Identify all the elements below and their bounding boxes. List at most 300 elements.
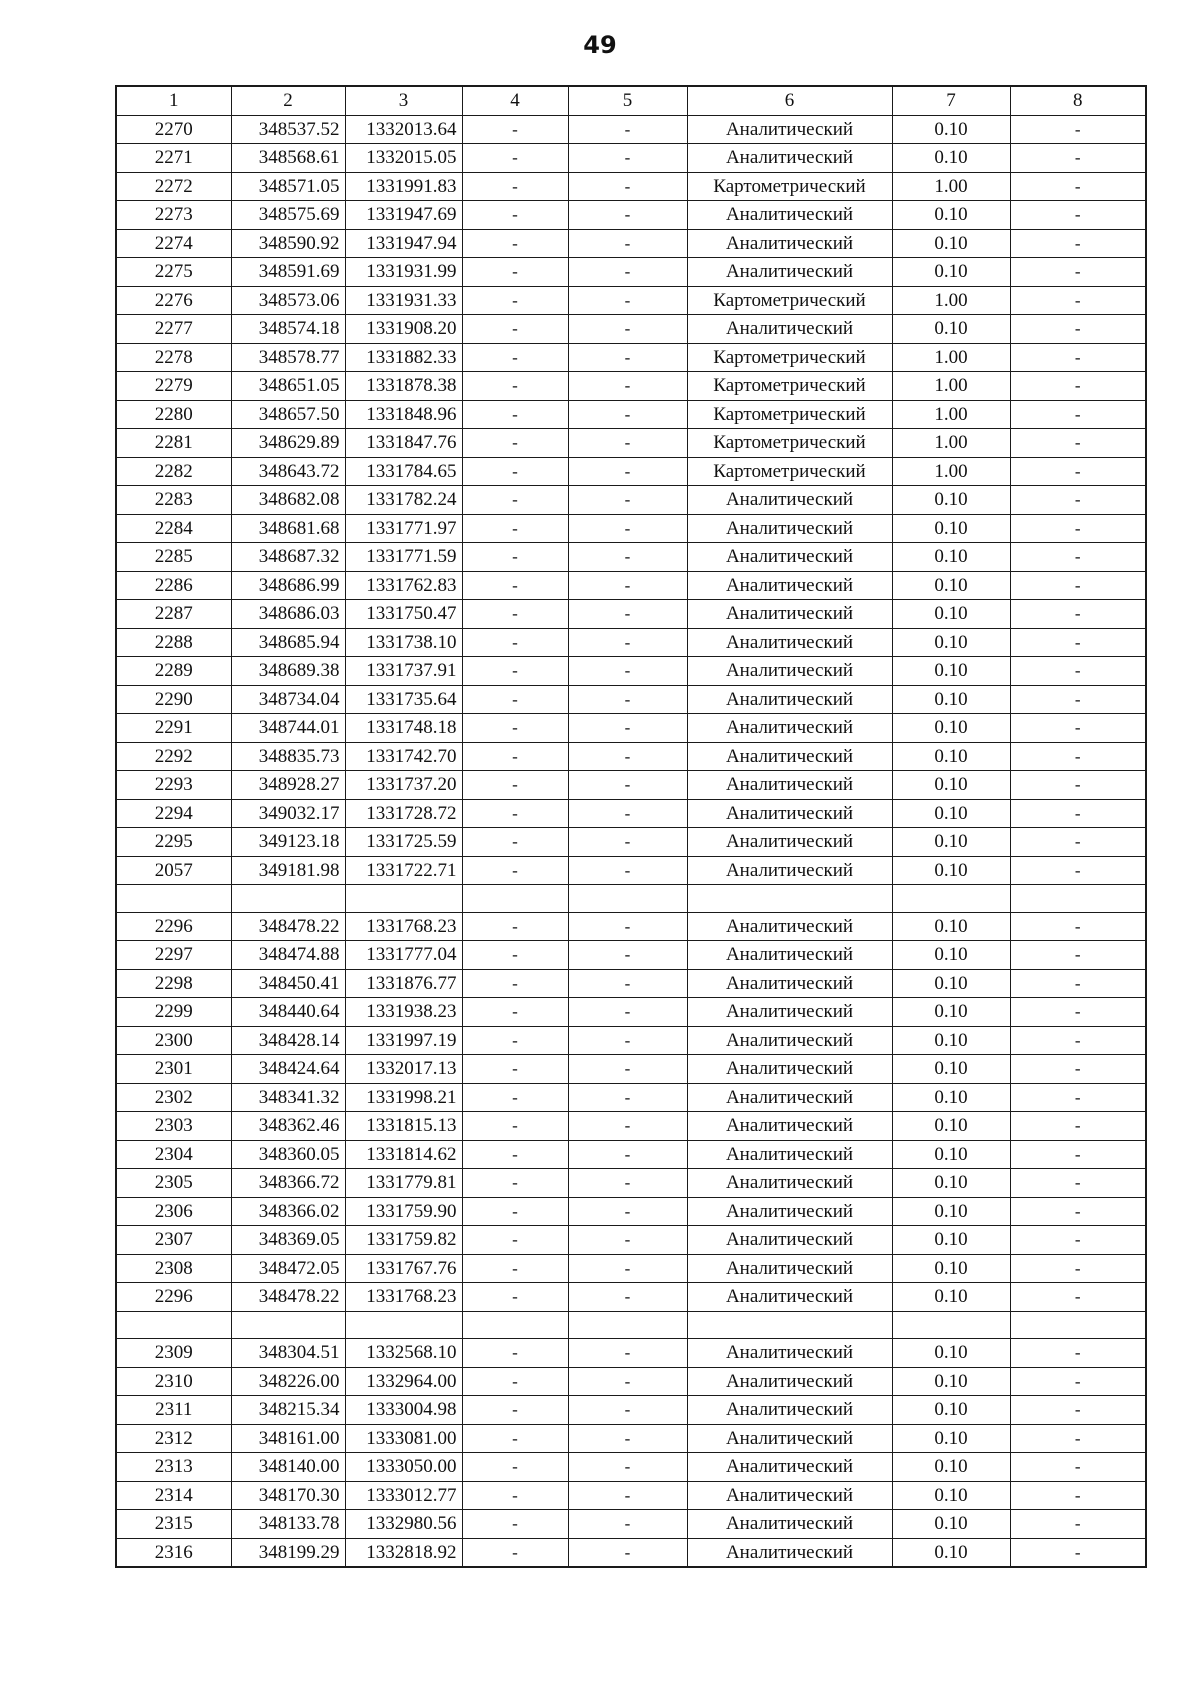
cell-x-coordinate: 348573.06 [231,286,345,315]
cell-x-coordinate: 348590.92 [231,229,345,258]
cell-col-4: - [462,799,568,828]
cell-col-4: - [462,1424,568,1453]
cell-col-8: - [1010,315,1146,344]
cell-method: Аналитический [687,1339,892,1368]
cell-col-8: - [1010,229,1146,258]
cell-col-4: - [462,1112,568,1141]
table-row [116,343,1146,372]
cell-col-4: - [462,1367,568,1396]
cell-col-4: - [462,115,568,144]
cell-accuracy: 1.00 [892,429,1010,458]
cell-col-8: - [1010,969,1146,998]
cell-y-coordinate: 1331737.20 [345,771,462,800]
cell-col-8: - [1010,1396,1146,1425]
cell-accuracy: 0.10 [892,571,1010,600]
cell-point-number: 2280 [116,400,231,429]
cell-col-8: - [1010,799,1146,828]
cell-x-coordinate: 348835.73 [231,742,345,771]
cell-x-coordinate: 348428.14 [231,1026,345,1055]
table-row [116,969,1146,998]
cell-point-number: 2291 [116,714,231,743]
cell-col-4: - [462,912,568,941]
cell-col-8: - [1010,998,1146,1027]
cell-col-4: - [462,514,568,543]
cell-point-number: 2293 [116,771,231,800]
cell-y-coordinate: 1331738.10 [345,628,462,657]
cell-method: Картометрический [687,429,892,458]
cell-y-coordinate: 1331878.38 [345,372,462,401]
cell-point-number: 2279 [116,372,231,401]
cell-method: Аналитический [687,742,892,771]
cell-col-8: - [1010,372,1146,401]
cell-col-8: - [1010,1283,1146,1312]
cell-col-4: - [462,229,568,258]
cell-x-coordinate: 349181.98 [231,856,345,885]
cell-x-coordinate: 348474.88 [231,941,345,970]
cell-col-4: - [462,657,568,686]
cell-y-coordinate: 1331759.90 [345,1197,462,1226]
cell-point-number: 2297 [116,941,231,970]
cell-col-5: - [568,286,687,315]
cell-x-coordinate: 348686.99 [231,571,345,600]
cell-point-number: 2292 [116,742,231,771]
cell-method: Аналитический [687,941,892,970]
cell-col-5: - [568,315,687,344]
cell-method: Аналитический [687,1453,892,1482]
cell-col-5: - [568,1367,687,1396]
cell-method: Аналитический [687,571,892,600]
cell-col-4: - [462,201,568,230]
column-header-3: 3 [345,86,462,115]
cell-accuracy: 0.10 [892,1169,1010,1198]
cell-accuracy: 0.10 [892,201,1010,230]
cell-col-8: - [1010,1424,1146,1453]
cell-method: Картометрический [687,172,892,201]
cell-accuracy: 0.10 [892,1339,1010,1368]
cell-y-coordinate: 1333004.98 [345,1396,462,1425]
table-row [116,315,1146,344]
cell-point-number: 2057 [116,856,231,885]
cell-col-4: - [462,1055,568,1084]
cell-col-5: - [568,685,687,714]
cell-point-number: 2300 [116,1026,231,1055]
cell-accuracy: 0.10 [892,1197,1010,1226]
cell-point-number: 2299 [116,998,231,1027]
cell-y-coordinate: 1331771.59 [345,543,462,572]
table-row [116,1254,1146,1283]
cell-accuracy: 0.10 [892,941,1010,970]
cell-col-5: - [568,201,687,230]
cell-x-coordinate: 348571.05 [231,172,345,201]
cell-accuracy: 1.00 [892,457,1010,486]
cell-col-5: - [568,1169,687,1198]
cell-col-8: - [1010,115,1146,144]
cell-point-number: 2296 [116,1283,231,1312]
table-row [116,941,1146,970]
cell-accuracy: 0.10 [892,969,1010,998]
cell-col-5: - [568,1339,687,1368]
cell-x-coordinate: 348744.01 [231,714,345,743]
table-row [116,1510,1146,1539]
table-row [116,1424,1146,1453]
table-row [116,514,1146,543]
cell-y-coordinate: 1331742.70 [345,742,462,771]
cell-point-number: 2275 [116,258,231,287]
cell-method: Картометрический [687,372,892,401]
cell-point-number: 2289 [116,657,231,686]
cell-col-4: - [462,571,568,600]
cell-method: Аналитический [687,628,892,657]
cell-point-number: 2285 [116,543,231,572]
cell-accuracy: 0.10 [892,742,1010,771]
cell-accuracy: 0.10 [892,628,1010,657]
cell-accuracy: 1.00 [892,172,1010,201]
cell-col-4 [462,1311,568,1339]
cell-accuracy: 0.10 [892,543,1010,572]
cell-col-8: - [1010,1197,1146,1226]
cell-x-coordinate: 348685.94 [231,628,345,657]
cell-col-5: - [568,1083,687,1112]
cell-method: Аналитический [687,912,892,941]
cell-method: Картометрический [687,343,892,372]
cell-y-coordinate: 1331748.18 [345,714,462,743]
cell-col-8: - [1010,685,1146,714]
cell-y-coordinate: 1331876.77 [345,969,462,998]
cell-accuracy: 0.10 [892,1367,1010,1396]
cell-y-coordinate: 1333050.00 [345,1453,462,1482]
cell-x-coordinate: 348366.02 [231,1197,345,1226]
cell-y-coordinate: 1331908.20 [345,315,462,344]
cell-accuracy [892,1311,1010,1339]
cell-method: Аналитический [687,1538,892,1567]
cell-point-number [116,1311,231,1339]
cell-point-number: 2314 [116,1481,231,1510]
cell-col-4: - [462,1026,568,1055]
cell-y-coordinate: 1331725.59 [345,828,462,857]
table-row [116,1112,1146,1141]
table-row [116,201,1146,230]
cell-x-coordinate: 348140.00 [231,1453,345,1482]
cell-x-coordinate: 348161.00 [231,1424,345,1453]
cell-point-number: 2288 [116,628,231,657]
cell-col-8: - [1010,1254,1146,1283]
cell-col-8: - [1010,144,1146,173]
column-header-6: 6 [687,86,892,115]
cell-col-5: - [568,742,687,771]
cell-y-coordinate: 1331777.04 [345,941,462,970]
cell-method: Аналитический [687,144,892,173]
table-row [116,1055,1146,1084]
cell-y-coordinate: 1331735.64 [345,685,462,714]
cell-y-coordinate: 1331762.83 [345,571,462,600]
cell-col-4: - [462,486,568,515]
cell-accuracy: 0.10 [892,144,1010,173]
table-row [116,457,1146,486]
cell-col-4: - [462,856,568,885]
cell-x-coordinate: 348687.32 [231,543,345,572]
cell-method: Аналитический [687,1055,892,1084]
cell-method: Аналитический [687,1140,892,1169]
cell-x-coordinate: 348341.32 [231,1083,345,1112]
table-row [116,258,1146,287]
cell-col-8: - [1010,571,1146,600]
cell-col-8: - [1010,828,1146,857]
cell-y-coordinate: 1333012.77 [345,1481,462,1510]
cell-col-5: - [568,1538,687,1567]
table-row [116,400,1146,429]
cell-method [687,1311,892,1339]
column-header-5: 5 [568,86,687,115]
cell-method: Аналитический [687,315,892,344]
table-row [116,1538,1146,1567]
page-number: 49 [583,31,617,59]
cell-accuracy: 1.00 [892,400,1010,429]
cell-x-coordinate: 348575.69 [231,201,345,230]
table-row [116,486,1146,515]
cell-x-coordinate: 348478.22 [231,1283,345,1312]
cell-method: Аналитический [687,1083,892,1112]
cell-y-coordinate: 1332980.56 [345,1510,462,1539]
table-row [116,286,1146,315]
cell-col-5: - [568,657,687,686]
cell-col-4: - [462,1197,568,1226]
cell-x-coordinate: 348362.46 [231,1112,345,1141]
cell-accuracy: 0.10 [892,1453,1010,1482]
cell-point-number: 2276 [116,286,231,315]
cell-point-number: 2277 [116,315,231,344]
cell-point-number: 2270 [116,115,231,144]
table-row [116,543,1146,572]
cell-method: Аналитический [687,258,892,287]
cell-col-5: - [568,429,687,458]
cell-y-coordinate: 1331737.91 [345,657,462,686]
cell-point-number: 2304 [116,1140,231,1169]
cell-method: Аналитический [687,1424,892,1453]
table-body [116,86,1146,1567]
table-row [116,1197,1146,1226]
cell-accuracy: 0.10 [892,828,1010,857]
cell-col-5: - [568,144,687,173]
cell-col-5: - [568,1226,687,1255]
cell-col-4: - [462,1396,568,1425]
table-row [116,828,1146,857]
cell-col-8: - [1010,343,1146,372]
table-row [116,1026,1146,1055]
cell-point-number: 2271 [116,144,231,173]
cell-col-8: - [1010,1083,1146,1112]
cell-y-coordinate: 1331768.23 [345,1283,462,1312]
cell-col-4: - [462,343,568,372]
cell-col-5: - [568,1510,687,1539]
cell-accuracy: 0.10 [892,1226,1010,1255]
table-row [116,115,1146,144]
cell-y-coordinate: 1331848.96 [345,400,462,429]
cell-point-number: 2284 [116,514,231,543]
cell-y-coordinate: 1332818.92 [345,1538,462,1567]
cell-col-8: - [1010,856,1146,885]
cell-col-5: - [568,828,687,857]
cell-col-8: - [1010,514,1146,543]
cell-accuracy: 0.10 [892,1510,1010,1539]
cell-y-coordinate: 1331947.69 [345,201,462,230]
cell-point-number: 2278 [116,343,231,372]
table-row [116,1140,1146,1169]
cell-col-5: - [568,628,687,657]
cell-method: Аналитический [687,1481,892,1510]
cell-y-coordinate [345,885,462,913]
cell-col-5: - [568,912,687,941]
cell-accuracy: 0.10 [892,1055,1010,1084]
cell-accuracy: 0.10 [892,258,1010,287]
cell-col-5: - [568,1112,687,1141]
cell-col-4: - [462,998,568,1027]
cell-col-4: - [462,1140,568,1169]
cell-col-8: - [1010,1112,1146,1141]
cell-col-8: - [1010,258,1146,287]
cell-point-number: 2281 [116,429,231,458]
cell-y-coordinate: 1331847.76 [345,429,462,458]
cell-method: Аналитический [687,856,892,885]
cell-accuracy: 0.10 [892,1254,1010,1283]
cell-accuracy: 0.10 [892,1083,1010,1112]
cell-y-coordinate: 1333081.00 [345,1424,462,1453]
cell-method: Аналитический [687,771,892,800]
cell-col-4: - [462,1453,568,1482]
cell-accuracy: 0.10 [892,685,1010,714]
cell-point-number: 2302 [116,1083,231,1112]
cell-col-5: - [568,771,687,800]
cell-col-4: - [462,457,568,486]
cell-point-number: 2301 [116,1055,231,1084]
table-row [116,1339,1146,1368]
cell-col-4: - [462,685,568,714]
cell-col-5: - [568,1283,687,1312]
cell-y-coordinate: 1331768.23 [345,912,462,941]
cell-method: Аналитический [687,1367,892,1396]
cell-y-coordinate: 1331784.65 [345,457,462,486]
table-row [116,1481,1146,1510]
cell-col-5: - [568,998,687,1027]
cell-col-5: - [568,1197,687,1226]
cell-col-5: - [568,571,687,600]
cell-col-4: - [462,543,568,572]
cell-col-8: - [1010,1026,1146,1055]
cell-col-4: - [462,400,568,429]
cell-x-coordinate: 348472.05 [231,1254,345,1283]
cell-point-number: 2273 [116,201,231,230]
table-row [116,1083,1146,1112]
cell-y-coordinate: 1331815.13 [345,1112,462,1141]
cell-col-8: - [1010,1510,1146,1539]
cell-col-5: - [568,372,687,401]
cell-method: Аналитический [687,486,892,515]
cell-col-5: - [568,799,687,828]
cell-col-5: - [568,172,687,201]
cell-x-coordinate: 348689.38 [231,657,345,686]
cell-col-4 [462,885,568,913]
cell-col-4: - [462,1169,568,1198]
cell-method: Аналитический [687,1026,892,1055]
cell-col-8: - [1010,1453,1146,1482]
cell-accuracy: 0.10 [892,600,1010,629]
cell-point-number: 2287 [116,600,231,629]
cell-y-coordinate: 1331931.33 [345,286,462,315]
cell-col-5: - [568,1396,687,1425]
cell-point-number: 2310 [116,1367,231,1396]
cell-accuracy: 0.10 [892,1283,1010,1312]
cell-accuracy: 0.10 [892,771,1010,800]
cell-col-4: - [462,1083,568,1112]
cell-col-5: - [568,400,687,429]
cell-y-coordinate: 1331767.76 [345,1254,462,1283]
cell-y-coordinate: 1332964.00 [345,1367,462,1396]
cell-col-4: - [462,941,568,970]
cell-accuracy: 0.10 [892,1481,1010,1510]
cell-accuracy: 0.10 [892,714,1010,743]
cell-point-number: 2282 [116,457,231,486]
table-row [116,856,1146,885]
cell-col-4: - [462,969,568,998]
cell-point-number: 2286 [116,571,231,600]
table-row-separator [116,885,1146,913]
cell-y-coordinate: 1332015.05 [345,144,462,173]
cell-method: Аналитический [687,1510,892,1539]
cell-col-8 [1010,1311,1146,1339]
cell-x-coordinate: 348651.05 [231,372,345,401]
cell-accuracy: 0.10 [892,912,1010,941]
cell-col-8: - [1010,286,1146,315]
cell-x-coordinate: 348215.34 [231,1396,345,1425]
cell-col-8: - [1010,628,1146,657]
cell-method: Аналитический [687,600,892,629]
cell-method: Аналитический [687,1197,892,1226]
table-row [116,144,1146,173]
cell-x-coordinate: 348199.29 [231,1538,345,1567]
cell-col-5: - [568,343,687,372]
table-row [116,1226,1146,1255]
cell-col-4: - [462,1254,568,1283]
table-row [116,1169,1146,1198]
cell-col-4: - [462,828,568,857]
cell-y-coordinate: 1331947.94 [345,229,462,258]
cell-x-coordinate: 348450.41 [231,969,345,998]
cell-col-8: - [1010,1538,1146,1567]
cell-col-8: - [1010,172,1146,201]
table-row [116,1367,1146,1396]
cell-col-4: - [462,742,568,771]
cell-method: Картометрический [687,457,892,486]
cell-x-coordinate [231,885,345,913]
cell-x-coordinate: 348657.50 [231,400,345,429]
cell-y-coordinate: 1331722.71 [345,856,462,885]
cell-y-coordinate: 1331931.99 [345,258,462,287]
cell-col-5: - [568,1453,687,1482]
cell-col-4: - [462,628,568,657]
cell-col-8: - [1010,457,1146,486]
cell-col-8: - [1010,742,1146,771]
cell-x-coordinate: 348578.77 [231,343,345,372]
cell-col-4: - [462,315,568,344]
cell-col-8: - [1010,600,1146,629]
cell-point-number: 2306 [116,1197,231,1226]
cell-x-coordinate: 348304.51 [231,1339,345,1368]
cell-method: Аналитический [687,799,892,828]
cell-x-coordinate: 348734.04 [231,685,345,714]
cell-x-coordinate: 349123.18 [231,828,345,857]
cell-point-number: 2311 [116,1396,231,1425]
cell-col-8 [1010,885,1146,913]
cell-x-coordinate: 348133.78 [231,1510,345,1539]
